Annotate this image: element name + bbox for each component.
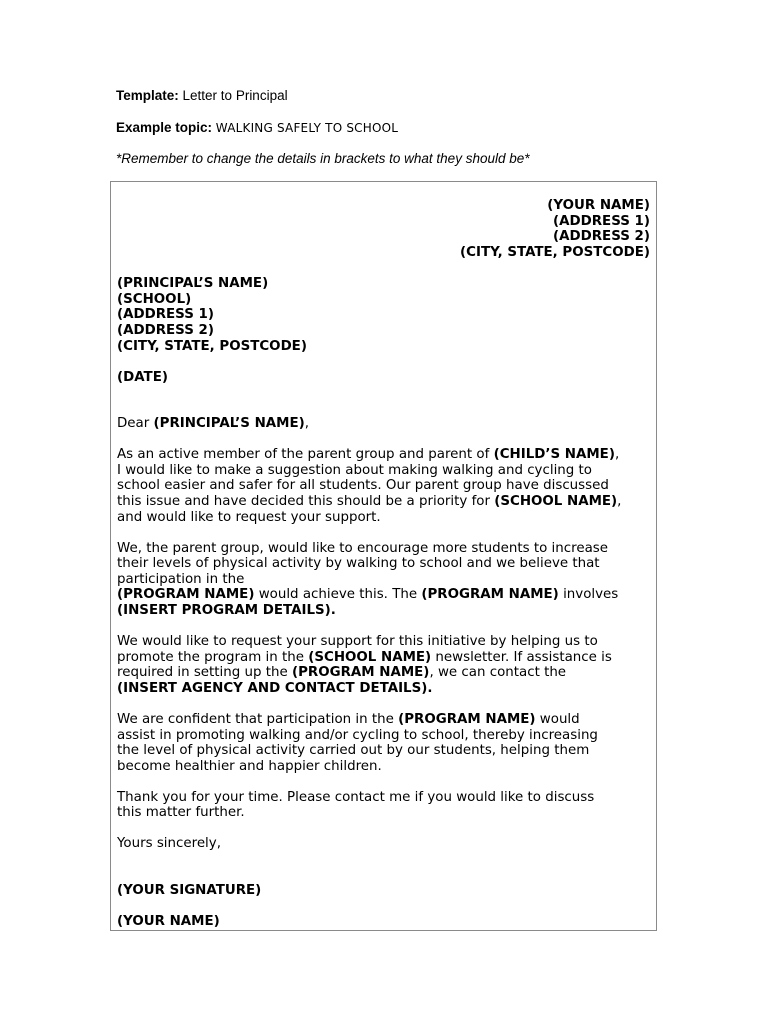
p4-line-3: the level of physical activity carried out by our students, helping them [117, 743, 590, 758]
closing: Yours sincerely, [117, 836, 221, 851]
p1-line-2: I would like to make a suggestion about making walking and cycling to [117, 463, 592, 478]
p1-line-5: and would like to request your support. [117, 510, 381, 525]
template-line [116, 88, 288, 104]
p1-line-4: this issue and have decided this should be a priority for (SCHOOL NAME), [117, 494, 622, 509]
p1-line-3: school easier and safer for all students. Our parent group have discussed [117, 478, 609, 493]
topic-line [116, 120, 398, 136]
p2-line-4: (PROGRAM NAME) would achieve this. The (PROGRAM NAME) involves [117, 587, 619, 602]
recipient-address-2: (ADDRESS 2) [117, 323, 214, 338]
letter-date: (DATE) [117, 370, 168, 385]
topic-label: Example topic: [116, 120, 213, 135]
recipient-address-1: (ADDRESS 1) [117, 307, 214, 322]
signature-placeholder: (YOUR SIGNATURE) [117, 883, 262, 898]
p4-line-2: assist in promoting walking and/or cycling to school, thereby increasing [117, 728, 598, 743]
p1-line-1: As an active member of the parent group and parent of (CHILD’S NAME), [117, 447, 620, 462]
topic-value: WALKING SAFELY TO SCHOOL [215, 121, 399, 135]
sender-address-1: (ADDRESS 1) [553, 214, 650, 229]
template-value: Letter to Principal [182, 88, 288, 103]
recipient-name: (PRINCIPAL’S NAME) [117, 276, 269, 291]
template-label: Template: [116, 88, 179, 103]
reminder-note: *Remember to change the details in brackets to what they should be* [116, 151, 530, 166]
sender-address-2: (ADDRESS 2) [553, 229, 650, 244]
p2-line-2: their levels of physical activity by walking to school and we believe that [117, 556, 600, 571]
sender-city: (CITY, STATE, POSTCODE) [460, 245, 650, 260]
letter-box [110, 181, 657, 931]
p3-line-4: (INSERT AGENCY AND CONTACT DETAILS). [117, 681, 433, 696]
sender-name: (YOUR NAME) [547, 198, 650, 213]
p4-line-1: We are confident that participation in the (PROGRAM NAME) would [117, 712, 580, 727]
recipient-city: (CITY, STATE, POSTCODE) [117, 339, 307, 354]
recipient-school: (SCHOOL) [117, 292, 192, 307]
signer-name: (YOUR NAME) [117, 914, 220, 929]
p3-line-3: required in setting up the (PROGRAM NAME), we can contact the [117, 665, 567, 680]
p2-line-5: (INSERT PROGRAM DETAILS). [117, 603, 336, 618]
p3-line-1: We would like to request your support for this initiative by helping us to [117, 634, 598, 649]
salutation: Dear (PRINCIPAL’S NAME), [117, 416, 309, 431]
p5-line-2: this matter further. [117, 805, 245, 820]
p3-line-2: promote the program in the (SCHOOL NAME) newsletter. If assistance is [117, 650, 612, 665]
p5-line-1: Thank you for your time. Please contact me if you would like to discuss [117, 790, 595, 805]
p4-line-4: become healthier and happier children. [117, 759, 382, 774]
p2-line-3: participation in the [117, 572, 245, 587]
p2-line-1: We, the parent group, would like to encourage more students to increase [117, 541, 608, 556]
